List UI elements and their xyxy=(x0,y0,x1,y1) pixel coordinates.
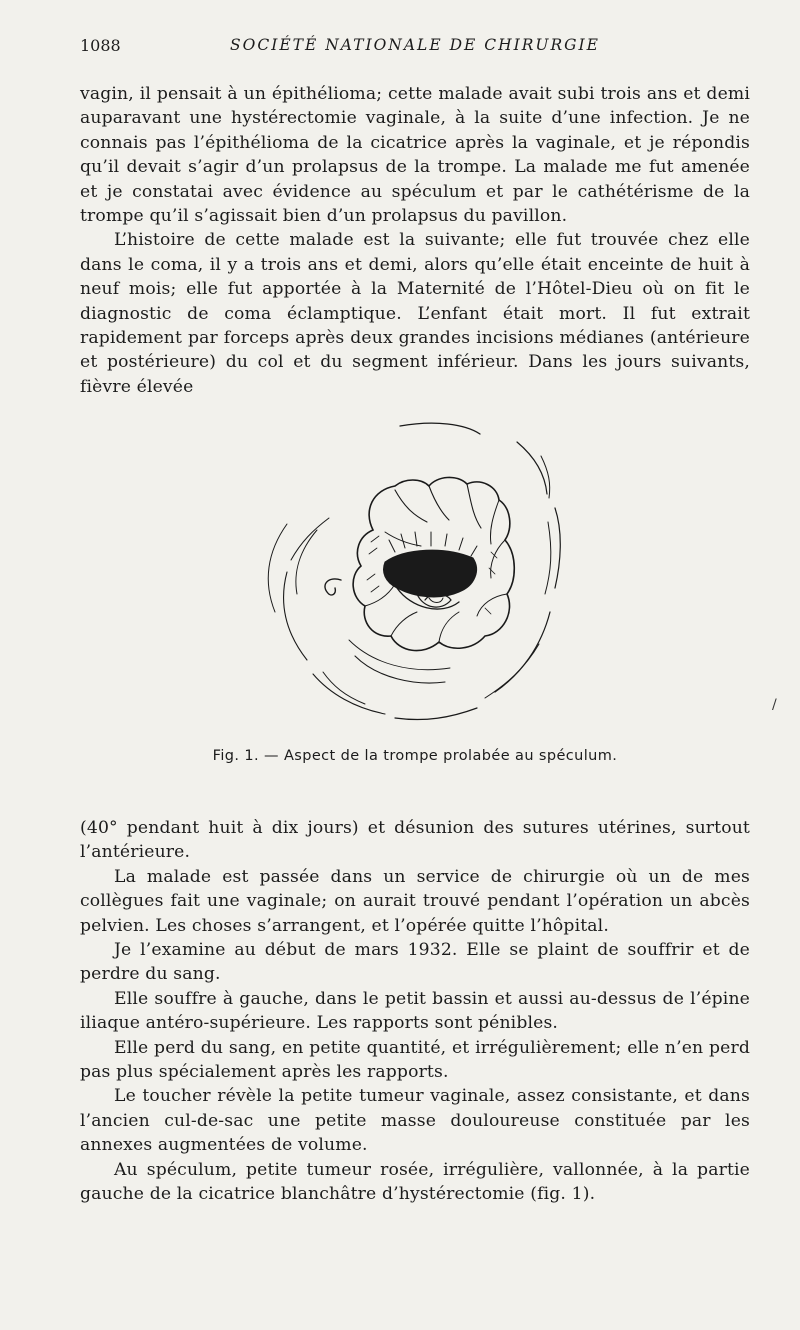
fallopian-tube-drawing xyxy=(245,412,585,732)
paragraph: Le toucher révèle la petite tumeur vaginale, assez consistante, et dans l’ancien cul-de-sac une petite masse douloureuse constituée par les annexes augmentées de volume. xyxy=(80,1086,750,1156)
paragraph: Elle souffre à gauche, dans le petit bassin et aussi au-dessus de l’épine iliaque antéro-supérieure. Les rapports sont pénibles. xyxy=(80,988,750,1034)
text-block-bottom xyxy=(80,816,750,1207)
margin-mark: / xyxy=(772,697,777,713)
figure-caption: Fig. 1. — Aspect de la trompe prolabée au spéculum. xyxy=(212,748,618,764)
paragraph: L’histoire de cette malade est la suivante; elle fut trouvée chez elle dans le coma, il y a trois ans et demi, alors qu’elle était enceinte de huit à neuf mois; elle fut apportée à la Maternité de l’Hôtel-Dieu où on fit le diagnostic de coma éclamptique. L’enfant était mort. Il fut extrait rapidement par forceps après deux grandes incisions médianes (antérieure et postérieure) du col et du segment inférieur. Dans les jours suivants, fièvre élevée xyxy=(80,230,750,397)
page-header xyxy=(80,36,750,60)
text-block-top xyxy=(80,82,750,399)
paragraph: La malade est passée dans un service de chirurgie où un de mes collègues fait une vaginale; on aurait trouvé pendant l’opération un abcès pelvien. Les choses s’arrangent, et l’opérée quitte l’hôpital. xyxy=(80,866,750,936)
paragraph: Je l’examine au début de mars 1932. Elle se plaint de souffrir et de perdre du sang. xyxy=(80,940,750,985)
figure-illustration xyxy=(245,412,585,732)
paragraph: Au spéculum, petite tumeur rosée, irrégulière, vallonnée, à la partie gauche de la cicatrice blanchâtre d’hystérectomie (fig. 1). xyxy=(80,1159,750,1205)
paragraph: (40° pendant huit à dix jours) et désunion des sutures utérines, surtout l’antérieure. xyxy=(80,818,750,863)
paragraph: vagin, il pensait à un épithélioma; cette malade avait subi trois ans et demi auparavant une hystérectomie vaginale, à la suite d’une infection. Je ne connais pas l’épithélioma de la cicatrice après la vaginale, et je répondis qu’il devait s’agir d’un prolapsus de la trompe. La malade me fut amenée et je constatai avec évidence au spéculum et par le cathétérisme de la trompe qu’il s’agissait bien d’un prolapsus du pavillon. xyxy=(80,84,750,227)
paragraph: Elle perd du sang, en petite quantité, et irrégulièrement; elle n’en perd pas plus spécialement après les rapports. xyxy=(80,1037,750,1083)
page-number: 1088 xyxy=(80,36,121,55)
running-title: SOCIÉTÉ NATIONALE DE CHIRURGIE xyxy=(230,36,600,54)
